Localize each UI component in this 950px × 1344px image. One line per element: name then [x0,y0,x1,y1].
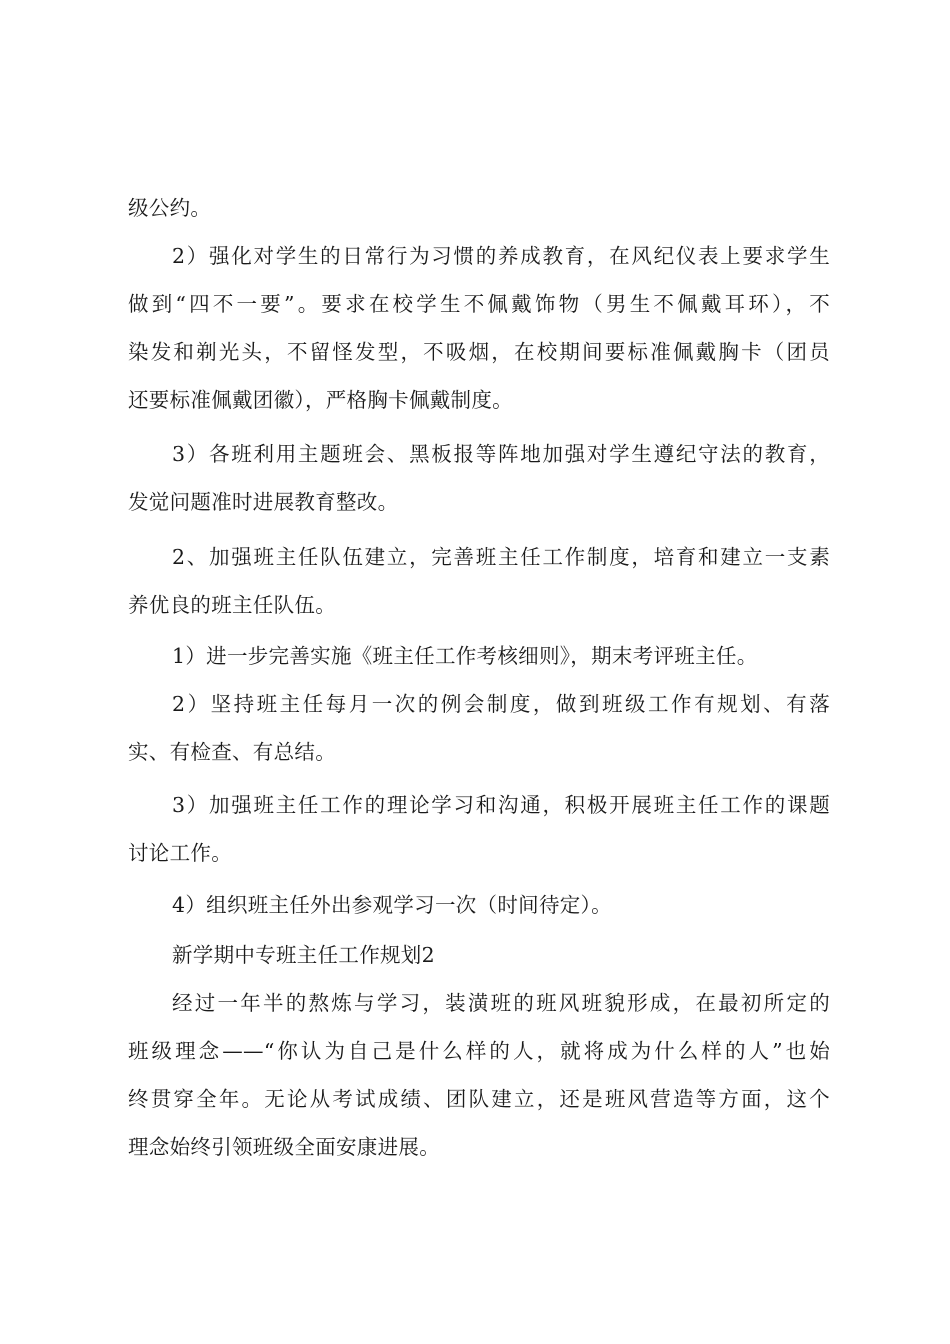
section-heading: 新学期中专班主任工作规划2 [172,943,435,967]
paragraph-line: 终贯穿全年。无论从考试成绩、团队建立，还是班风营造等方面，这个 [128,1087,830,1111]
paragraph-line: 经过一年半的熬炼与学习，装潢班的班风班貌形成，在最初所定的 [172,991,830,1015]
paragraph-line: 4）组织班主任外出参观学习一次（时间待定）。 [172,893,612,917]
paragraph-line: 2）坚持班主任每月一次的例会制度，做到班级工作有规划、有落 [172,692,830,716]
paragraph-line: 2、加强班主任队伍建立，完善班主任工作制度，培育和建立一支素 [172,545,830,569]
paragraph-line: 讨论工作。 [128,841,232,865]
paragraph-line: 还要标准佩戴团徽），严格胸卡佩戴制度。 [128,388,513,412]
paragraph-line: 染发和剃光头，不留怪发型，不吸烟，在校期间要标准佩戴胸卡（团员 [128,340,830,364]
paragraph-line: 3）各班利用主题班会、黑板报等阵地加强对学生遵纪守法的教育， [172,442,830,466]
paragraph-line: 班级理念——“你认为自己是什么样的人，就将成为什么样的人”也始 [128,1039,830,1063]
paragraph-line: 实、有检查、有总结。 [128,740,336,764]
paragraph-line: 发觉问题准时进展教育整改。 [128,490,399,514]
paragraph-line: 3）加强班主任工作的理论学习和沟通，积极开展班主任工作的课题 [172,793,830,817]
paragraph-line: 级公约。 [128,196,212,220]
paragraph-line: 1）进一步完善实施《班主任工作考核细则》，期末考评班主任。 [172,644,758,668]
paragraph-line: 理念始终引领班级全面安康进展。 [128,1135,440,1159]
paragraph-line: 2）强化对学生的日常行为习惯的养成教育，在风纪仪表上要求学生 [172,244,830,268]
paragraph-line: 养优良的班主任队伍。 [128,593,336,617]
paragraph-line: 做到“四不一要”。要求在校学生不佩戴饰物（男生不佩戴耳环），不 [128,292,830,316]
